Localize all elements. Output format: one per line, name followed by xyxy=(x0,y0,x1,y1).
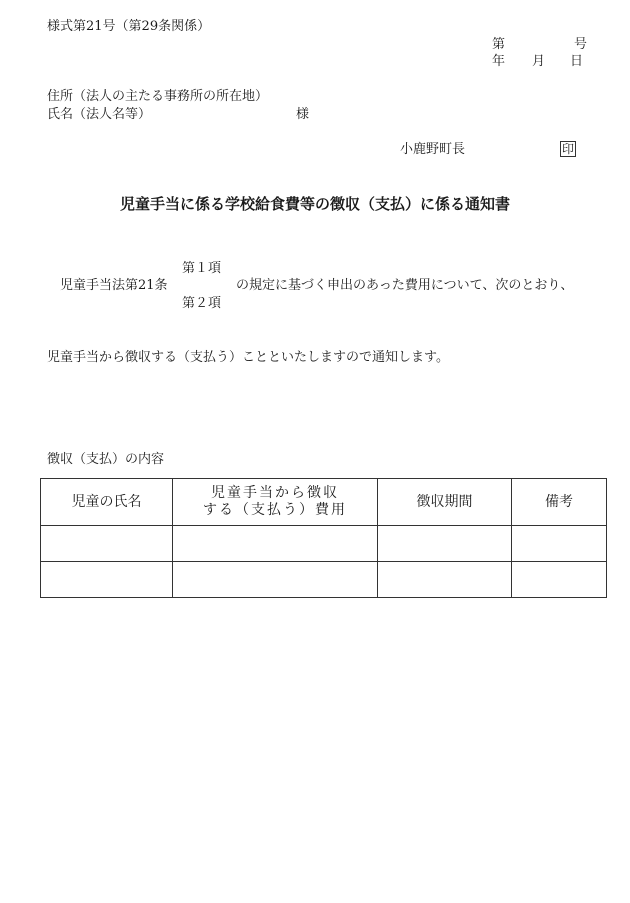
header-child-name: 児童の氏名 xyxy=(41,479,173,526)
section-label: 徴収（支払）の内容 xyxy=(47,452,165,467)
cell-child-name xyxy=(41,562,173,598)
seal-mark: 印 xyxy=(562,142,575,156)
cell-remarks xyxy=(512,526,607,562)
address-label: 住所（法人の主たる事務所の所在地） xyxy=(47,89,269,104)
header-period: 徴収期間 xyxy=(378,479,512,526)
doc-number-dai: 第 xyxy=(492,37,506,52)
cell-remarks xyxy=(512,562,607,598)
table-header-row xyxy=(41,479,607,526)
document-title: 児童手当に係る学校給食費等の徴収（支払）に係る通知書 xyxy=(119,195,510,213)
honorific: 様 xyxy=(296,107,310,122)
cell-period xyxy=(378,526,512,562)
content-table xyxy=(40,478,607,598)
date-year: 年 xyxy=(492,54,506,69)
name-label: 氏名（法人名等） xyxy=(47,107,152,122)
doc-number-go: 号 xyxy=(574,37,588,52)
form-number: 様式第21号（第29条関係） xyxy=(47,19,211,34)
clause-2: 第２項 xyxy=(182,296,222,311)
clause-1: 第１項 xyxy=(182,261,222,276)
issuer-name: 小鹿野町長 xyxy=(400,142,466,157)
cell-fee xyxy=(173,562,378,598)
body-line-2: 児童手当から徴収する（支払う）ことといたしますので通知します。 xyxy=(47,350,449,365)
law-reference: 児童手当法第21条 xyxy=(60,278,168,293)
date-day: 日 xyxy=(570,54,584,69)
header-fee-line-1: 児童手当から徴収 xyxy=(211,485,339,502)
table-row xyxy=(41,562,607,598)
cell-fee xyxy=(173,526,378,562)
cell-period xyxy=(378,562,512,598)
table-row xyxy=(41,526,607,562)
body-line-1: の規定に基づく申出のあった費用について、次のとおり、 xyxy=(236,278,574,293)
header-remarks: 備考 xyxy=(512,479,607,526)
header-fee-line-2: する（支払う）費用 xyxy=(203,502,347,518)
header-fee xyxy=(173,479,378,526)
cell-child-name xyxy=(41,526,173,562)
date-month: 月 xyxy=(532,54,546,69)
